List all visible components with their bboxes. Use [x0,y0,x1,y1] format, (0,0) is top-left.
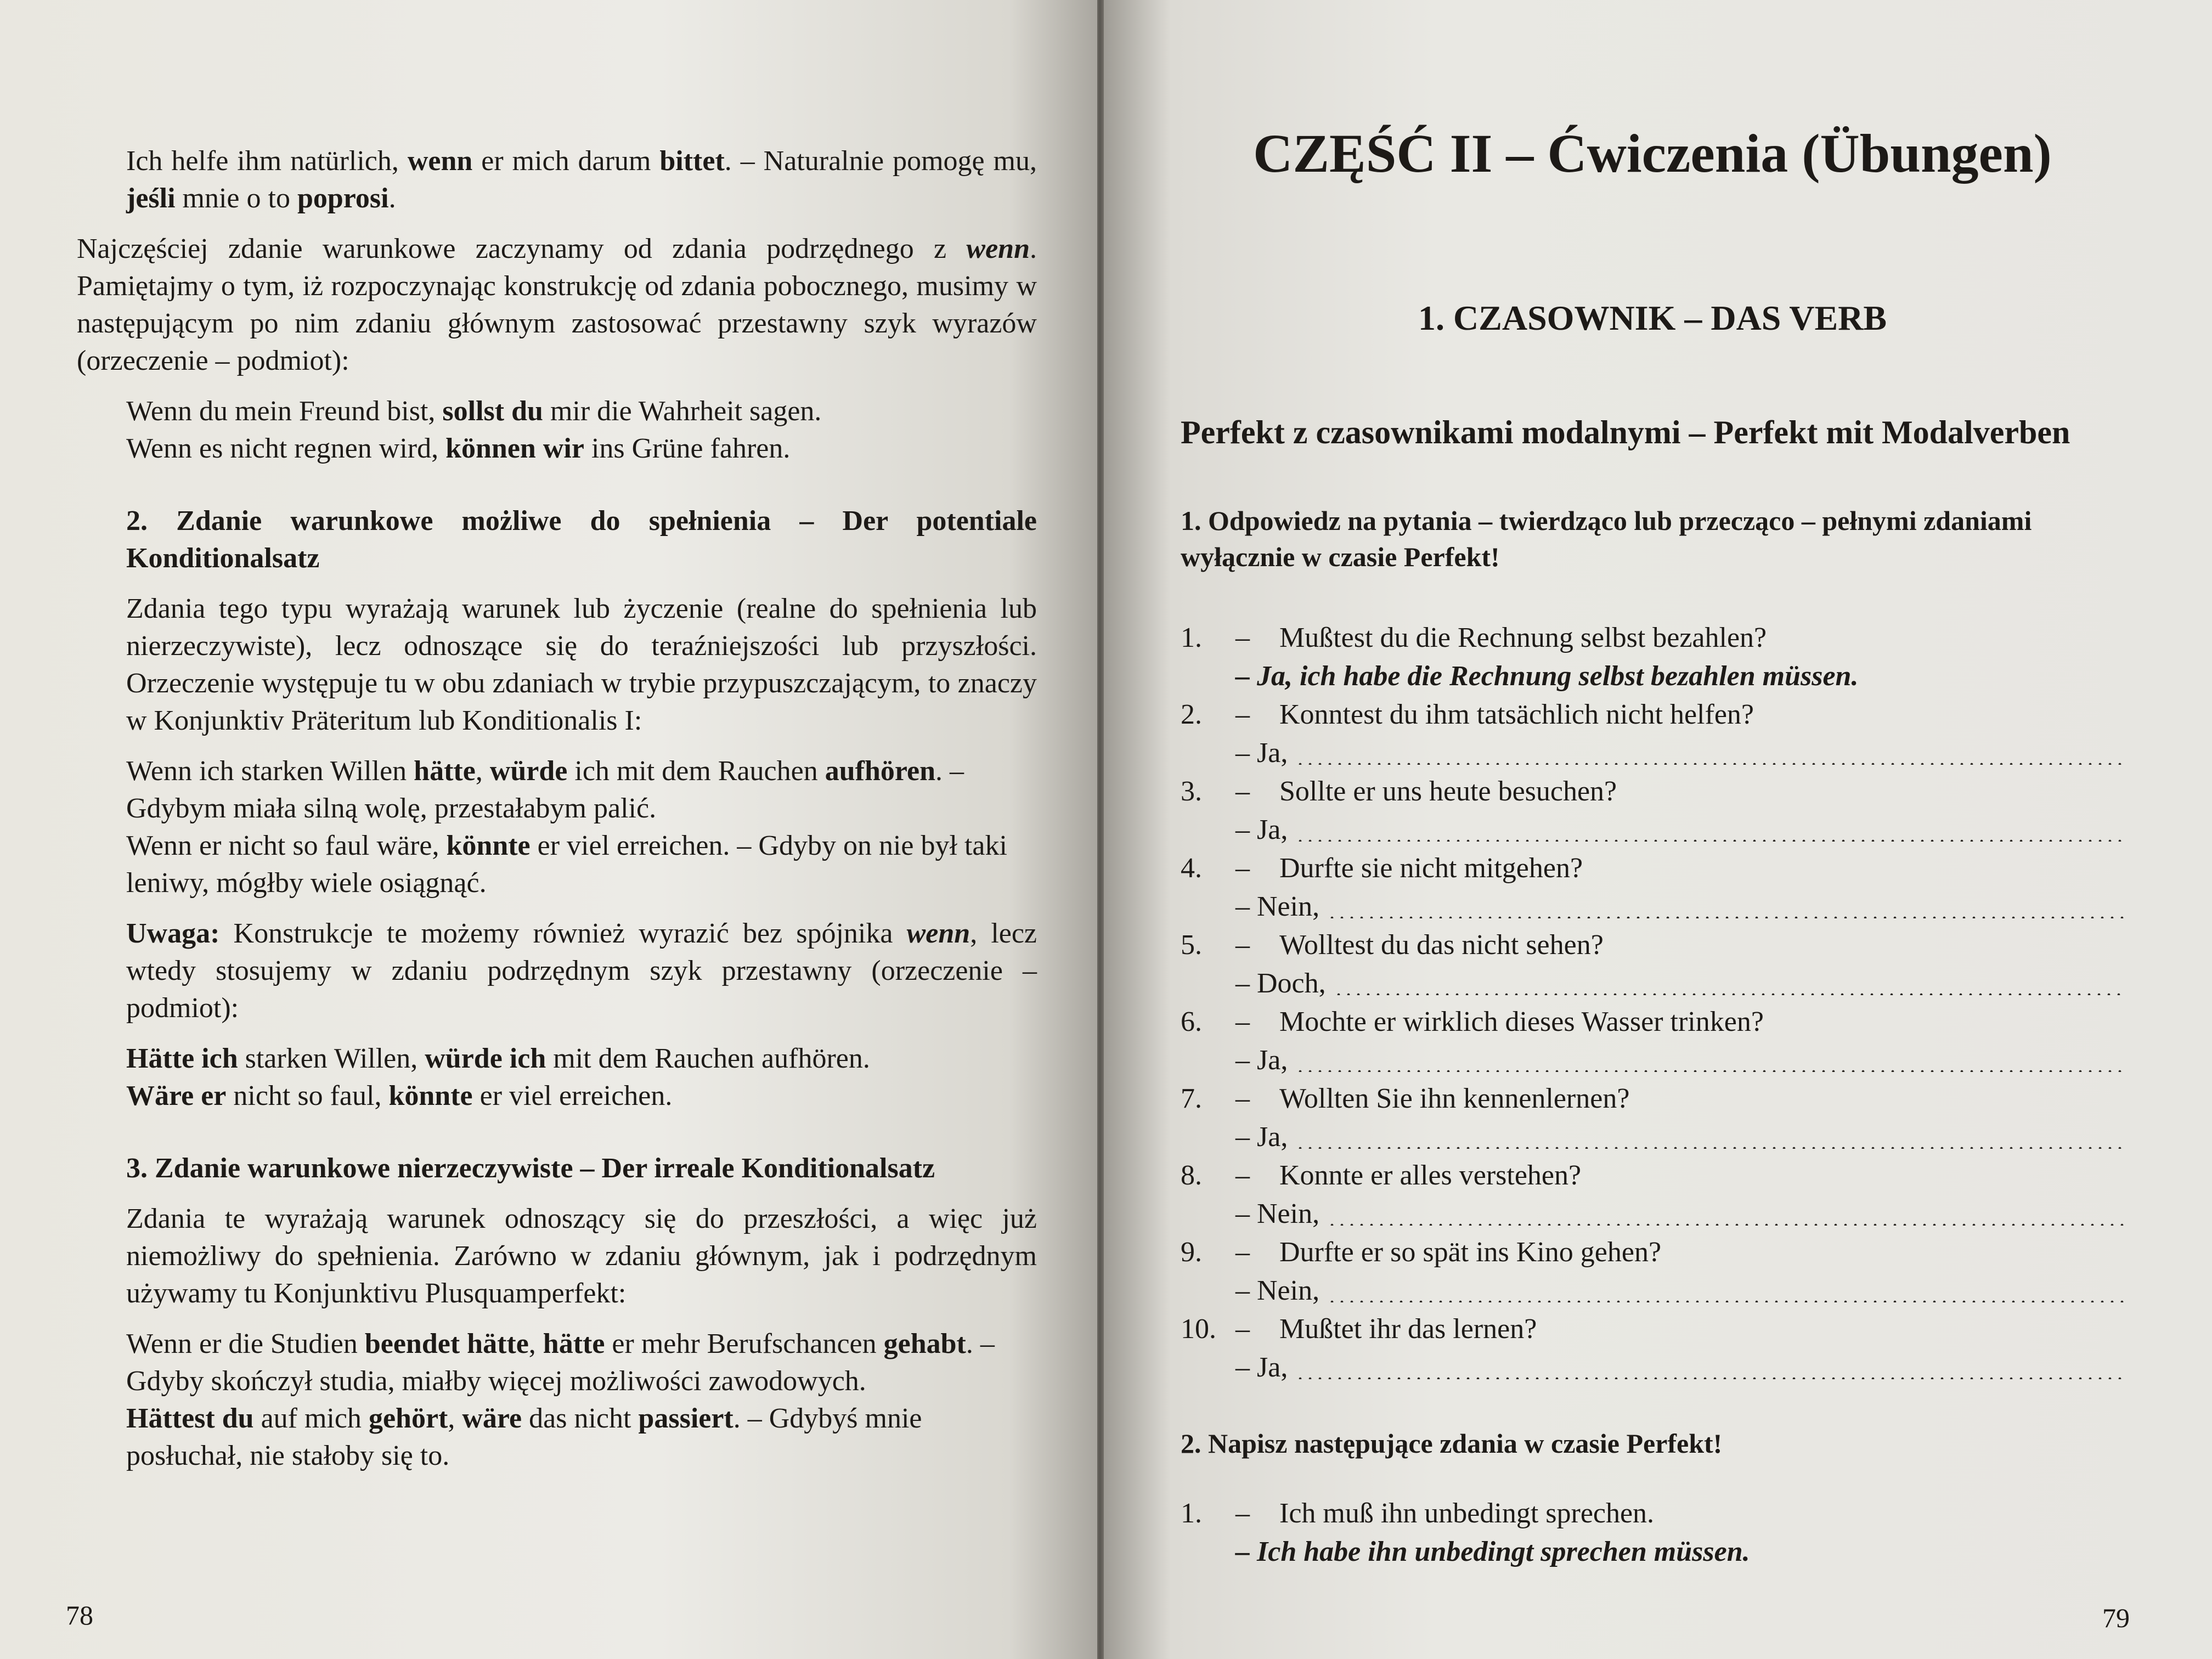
example-sentence: Wenn du mein Freund bist, sollst du mir die Wahrheit sagen. [126,396,822,427]
question-text: Ich muß ihn unbedingt sprechen. [1279,1498,1655,1529]
page-number: 79 [2102,1602,2130,1633]
paragraph-potential-desc: Zdania tego typu wyrażają warunek lub życzenie (realne do spełnienia lub nierzeczywiste), lecz odnoszące się do teraźniejszości lub przyszłości. Orzeczenie występuje tu w obu zdaniach w trybie przypuszczającym, to znaczy w Konjunktiv Präteritum lub Konditionalis I: [126,593,1037,736]
dash: – [1235,1313,1250,1345]
item-number: 9. [1181,1237,1202,1268]
item-number: 1. [1181,622,1202,653]
answer-prompt: – Nein, [1235,1275,1320,1306]
item-number: 7. [1181,1083,1202,1114]
part-title: CZĘŚĆ II – Ćwiczenia (Übungen) [1253,123,2052,184]
question-text: Mochte er wirklich dieses Wasser trinken? [1279,1006,1764,1037]
question-text: Wolltest du das nicht sehen? [1279,929,1604,961]
list-item [1181,1003,2124,1080]
answer-blank[interactable] [1327,916,2124,918]
example-sentence: Hättest du auf mich gehört, wäre das nicht passiert. – Gdybyś mnie posłuchał, nie stałoby się to. [126,1403,922,1471]
list-item [1181,926,2124,1003]
left-page [0,0,1097,1659]
right-page [1104,0,2212,1659]
item-number: 2. [1181,699,1202,730]
example-block-2 [77,753,1037,902]
section-heading-irreal: 3. Zdanie warunkowe nierzeczywiste – Der irreale Konditionalsatz [126,1153,935,1184]
item-number: 6. [1181,1006,1202,1037]
item-number: 4. [1181,853,1202,884]
list-item [1181,1310,2124,1387]
list-item [1181,1080,2124,1156]
answer-prompt: – Nein, [1235,1198,1320,1229]
page-number: 78 [66,1600,93,1630]
dash: – [1235,699,1250,730]
answer-blank[interactable] [1295,1070,2124,1072]
answer-blank[interactable] [1334,993,2124,995]
item-number: 10. [1181,1313,1216,1345]
exercise-1-instruction: 1. Odpowiedz na pytania – twierdząco lub przecząco – pełnymi zdaniami wyłącznie w czasie Perfekt! [1181,505,2032,572]
list-item [1181,696,2124,772]
dash: – [1235,1498,1250,1529]
list-item [1181,619,2124,696]
question-text: Konnte er alles verstehen? [1279,1160,1582,1191]
example-block-3 [77,1040,1037,1115]
example-sentence: Wenn er nicht so faul wäre, könnte er viel erreichen. – Gdyby on nie był taki leniwy, mógłby wiele osiągnąć. [126,830,1007,899]
paragraph-example-intro: Ich helfe ihm natürlich, wenn er mich darum bittet. – Naturalnie pomogę mu, jeśli mnie o to poprosi. [126,145,1037,214]
exercise-1-list [1181,619,2124,1387]
answer-blank[interactable] [1295,1377,2124,1379]
example-sentence: Hätte ich starken Willen, würde ich mit dem Rauchen aufhören. [126,1043,870,1074]
answer-blank[interactable] [1295,763,2124,765]
answer-prompt: – Ja, [1235,1045,1288,1076]
dash: – [1235,1006,1250,1037]
list-item [1181,1233,2124,1310]
item-number: 1. [1181,1498,1202,1529]
answer-example: – Ich habe ihn unbedingt sprechen müssen. [1235,1536,1750,1567]
list-item [1181,1494,2124,1571]
answer-blank[interactable] [1295,1147,2124,1149]
question-text: Wollten Sie ihn kennenlernen? [1279,1083,1630,1114]
question-text: Mußtest du die Rechnung selbst bezahlen? [1279,622,1767,653]
example-block-4 [77,1325,1037,1475]
chapter-title: 1. CZASOWNIK – DAS VERB [1418,298,1887,337]
item-number: 3. [1181,776,1202,807]
answer-example: – Ja, ich habe die Rechnung selbst bezahlen müssen. [1235,661,1859,692]
dash: – [1235,1083,1250,1114]
question-text: Durfte sie nicht mitgehen? [1279,853,1583,884]
example-sentence: Wenn es nicht regnen wird, können wir ins Grüne fahren. [126,433,791,464]
list-item [1181,772,2124,849]
dash: – [1235,1237,1250,1268]
dash: – [1235,853,1250,884]
answer-prompt: – Doch, [1235,968,1326,999]
answer-prompt: – Ja, [1235,737,1288,769]
question-text: Mußtet ihr das lernen? [1279,1313,1537,1345]
dash: – [1235,776,1250,807]
section-subtitle: Perfekt z czasownikami modalnymi – Perfekt mit Modalverben [1181,414,2070,450]
answer-blank[interactable] [1327,1223,2124,1226]
dash: – [1235,929,1250,961]
example-block-1 [77,393,1037,467]
exercise-2-list [1181,1494,2124,1571]
list-item [1181,849,2124,926]
item-number: 8. [1181,1160,1202,1191]
dash: – [1235,622,1250,653]
paragraph-word-order: Najczęściej zdanie warunkowe zaczynamy od zdania podrzędnego z wenn. Pamiętajmy o tym, iż rozpoczynając konstrukcję od zdania pobocznego, musimy w następującym po nim zdaniu głównym zastosować przestawny szyk wyrazów (orzeczenie – podmiot): [77,233,1037,376]
example-sentence: Wäre er nicht so faul, könnte er viel erreichen. [126,1080,673,1111]
exercise-2-instruction: 2. Napisz następujące zdania w czasie Perfekt! [1181,1428,1723,1459]
answer-prompt: – Ja, [1235,814,1288,845]
example-sentence: Wenn er die Studien beendet hätte, hätte er mehr Berufschancen gehabt. – Gdyby skończył studia, miałby więcej możliwości zawodowych. [126,1328,995,1397]
example-sentence: Wenn ich starken Willen hätte, würde ich mit dem Rauchen aufhören. – Gdybym miała silną wolę, przestałabym palić. [126,755,964,824]
answer-blank[interactable] [1295,839,2124,842]
item-number: 5. [1181,929,1202,961]
dash: – [1235,1160,1250,1191]
answer-prompt: – Ja, [1235,1352,1288,1383]
question-text: Durfte er so spät ins Kino gehen? [1279,1237,1662,1268]
section-heading-potential: 2. Zdanie warunkowe możliwe do spełnienia – Der potentiale Konditionalsatz [126,505,1037,574]
answer-prompt: – Nein, [1235,891,1320,922]
paragraph-note: Uwaga: Konstrukcje te możemy również wyrazić bez spójnika wenn, lecz wtedy stosujemy w zdaniu podrzędnym szyk przestawny (orzeczenie – podmiot): [126,918,1037,1024]
question-text: Konntest du ihm tatsächlich nicht helfen? [1279,699,1754,730]
answer-blank[interactable] [1327,1300,2124,1302]
answer-prompt: – Ja, [1235,1121,1288,1153]
list-item [1181,1156,2124,1233]
question-text: Sollte er uns heute besuchen? [1279,776,1617,807]
paragraph-irreal-desc: Zdania te wyrażają warunek odnoszący się do przeszłości, a więc już niemożliwy do spełnienia. Zarówno w zdaniu głównym, jak i podrzędnym używamy tu Konjunktivu Plusquamperfekt: [126,1203,1037,1309]
